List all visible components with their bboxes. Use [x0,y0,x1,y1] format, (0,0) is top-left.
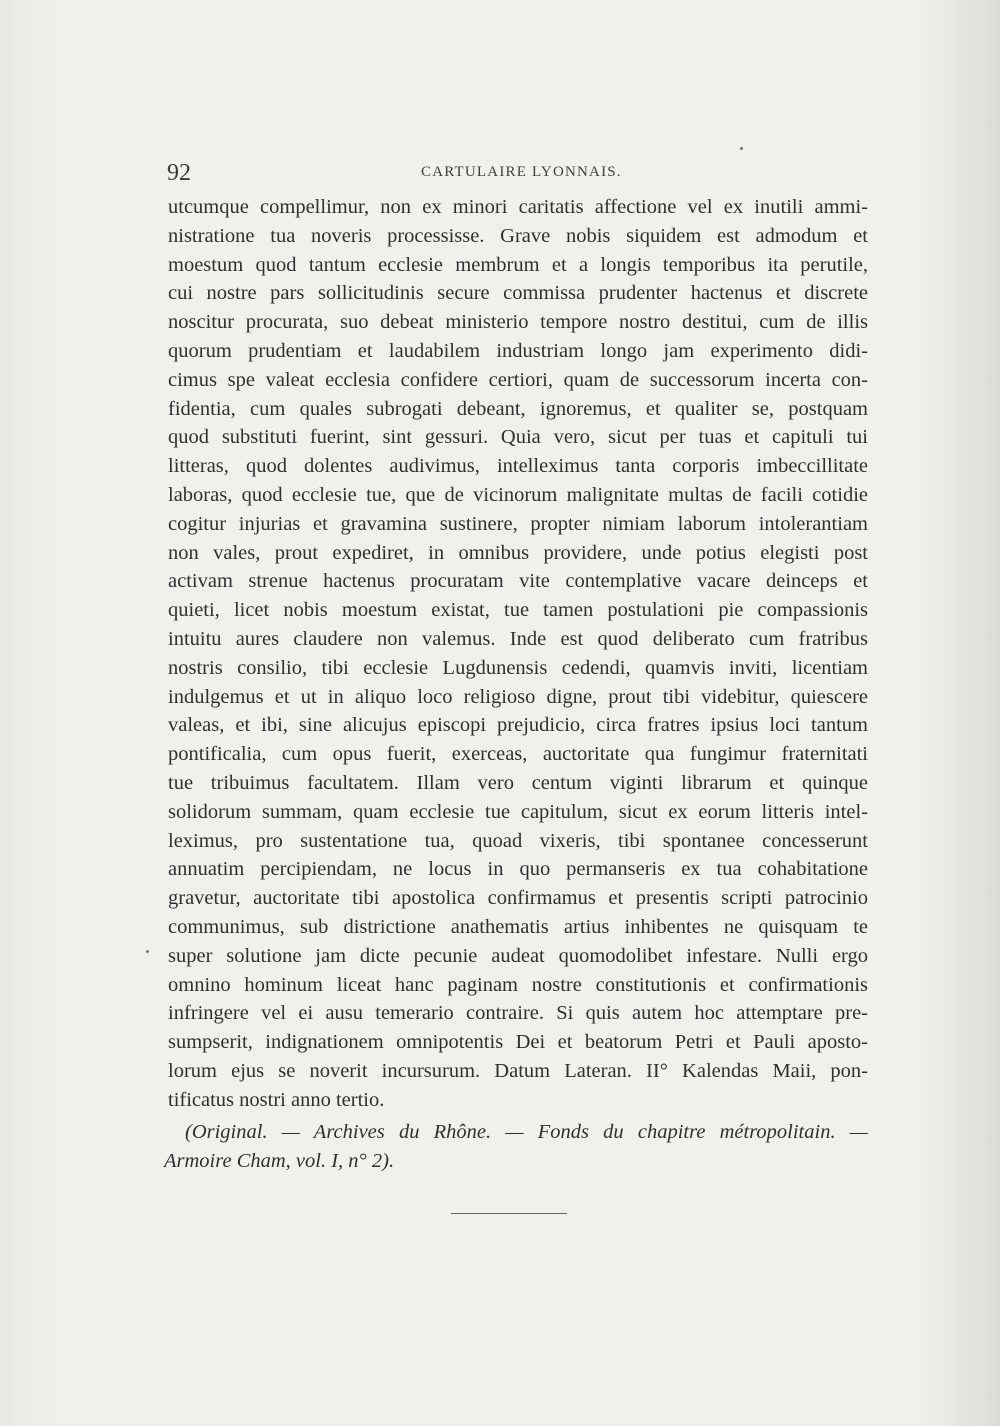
text-line: intuitu aures claudere non valemus. Inde est quod deliberato cum fratribus [168,627,868,650]
text-line: moestum quod tantum ecclesie membrum et a longis temporibus ita perutile, [168,253,868,276]
text-line: sumpserit, indignationem omnipotentis Dei et beatorum Petri et Pauli aposto- [168,1031,868,1054]
text-line: activam strenue hactenus procuratam vite contemplative vacare deinceps et [168,570,868,593]
text-line: cogitur injurias et gravamina sustinere, propter nimiam laborum intolerantiam [168,512,868,535]
closing-rule [451,1213,567,1214]
text-line: quorum prudentiam et laudabilem industriam longo jam experimento didi- [168,339,868,362]
text-line: fidentia, cum quales subrogati debeant, ignoremus, et qualiter se, postquam [168,397,868,420]
text-line: nostris consilio, tibi ecclesie Lugdunensis cedendi, quamvis inviti, licentiam [168,656,868,679]
text-line: leximus, pro sustentatione tua, quoad vixeris, tibi spontanee concesserunt [168,829,868,852]
text-line: cui nostre pars sollicitudinis secure commissa prudenter hactenus et discrete [168,282,868,305]
text-line: indulgemus et ut in aliquo loco religioso digne, prout tibi videbitur, quiescere [168,685,868,708]
text-line: infringere vel ei ausu temerario contraire. Si quis autem hoc attemptare pre- [168,1002,868,1025]
citation-line: (Original. — Archives du Rhône. — Fonds du chapitre métropolitain. — [185,1121,868,1143]
text-line: gravetur, auctoritate tibi apostolica confirmamus et presentis scripti patrocinio [168,887,868,910]
text-line: communimus, sub districtione anathematis artius inhibentes ne quisquam te [168,915,868,938]
paper-speck [740,147,743,150]
running-head [167,160,867,190]
page-number: 92 [167,160,191,186]
text-line: litteras, quod dolentes audivimus, intelleximus tanta corporis imbeccillitate [168,455,868,478]
text-line: annuatim percipiendam, ne locus in quo permanseris ex tua cohabitatione [168,858,868,881]
citation-line: Armoire Cham, vol. I, n° 2). [164,1149,395,1172]
text-line: non vales, prout expediret, in omnibus providere, unde potius elegisti post [168,541,868,564]
text-line: tue tribuimus facultatem. Illam vero centum viginti librarum et quinque [168,771,868,794]
text-line: solidorum summam, quam ecclesie tue capitulum, sicut ex eorum litteris intel- [168,800,868,823]
text-line: lorum ejus se noverit incursurum. Datum Lateran. II° Kalendas Maii, pon- [168,1059,868,1082]
running-title: CARTULAIRE LYONNAIS. [421,164,622,180]
charter-text [168,193,868,1115]
text-line: noscitur procurata, suo debeat ministerio tempore nostro destitui, cum de illis [168,311,868,334]
text-line: super solutione jam dicte pecunie audeat quomodolibet infestare. Nulli ergo [168,944,868,967]
text-line: cimus spe valeat ecclesia confidere certiori, quam de successorum incerta con- [168,368,868,391]
text-line: nistratione tua noveris processisse. Grave nobis siquidem est admodum et [168,224,868,247]
text-line: pontificalia, cum opus fuerit, exerceas, auctoritate qua fungimur fraternitati [168,743,868,766]
text-line: laboras, quod ecclesie tue, que de vicinorum malignitate multas de facili cotidie [168,483,868,506]
text-line: quod substituti fuerint, sint gessuri. Quia vero, sicut per tuas et capituli tui [168,426,868,449]
text-line: valeas, et ibi, sine alicujus episcopi prejudicio, circa fratres ipsius loci tantum [168,714,868,737]
text-line: quieti, licet nobis moestum existat, tue tamen postulationi pie compassionis [168,599,868,622]
paper-speck [146,950,149,953]
text-line: tificatus nostri anno tertio. [168,1088,385,1111]
source-citation [164,1118,868,1176]
text-line: utcumque compellimur, non ex minori caritatis affectione vel ex inutili ammi- [168,196,868,218]
text-line: omnino hominum liceat hanc paginam nostre constitutionis et confirmationis [168,973,868,996]
